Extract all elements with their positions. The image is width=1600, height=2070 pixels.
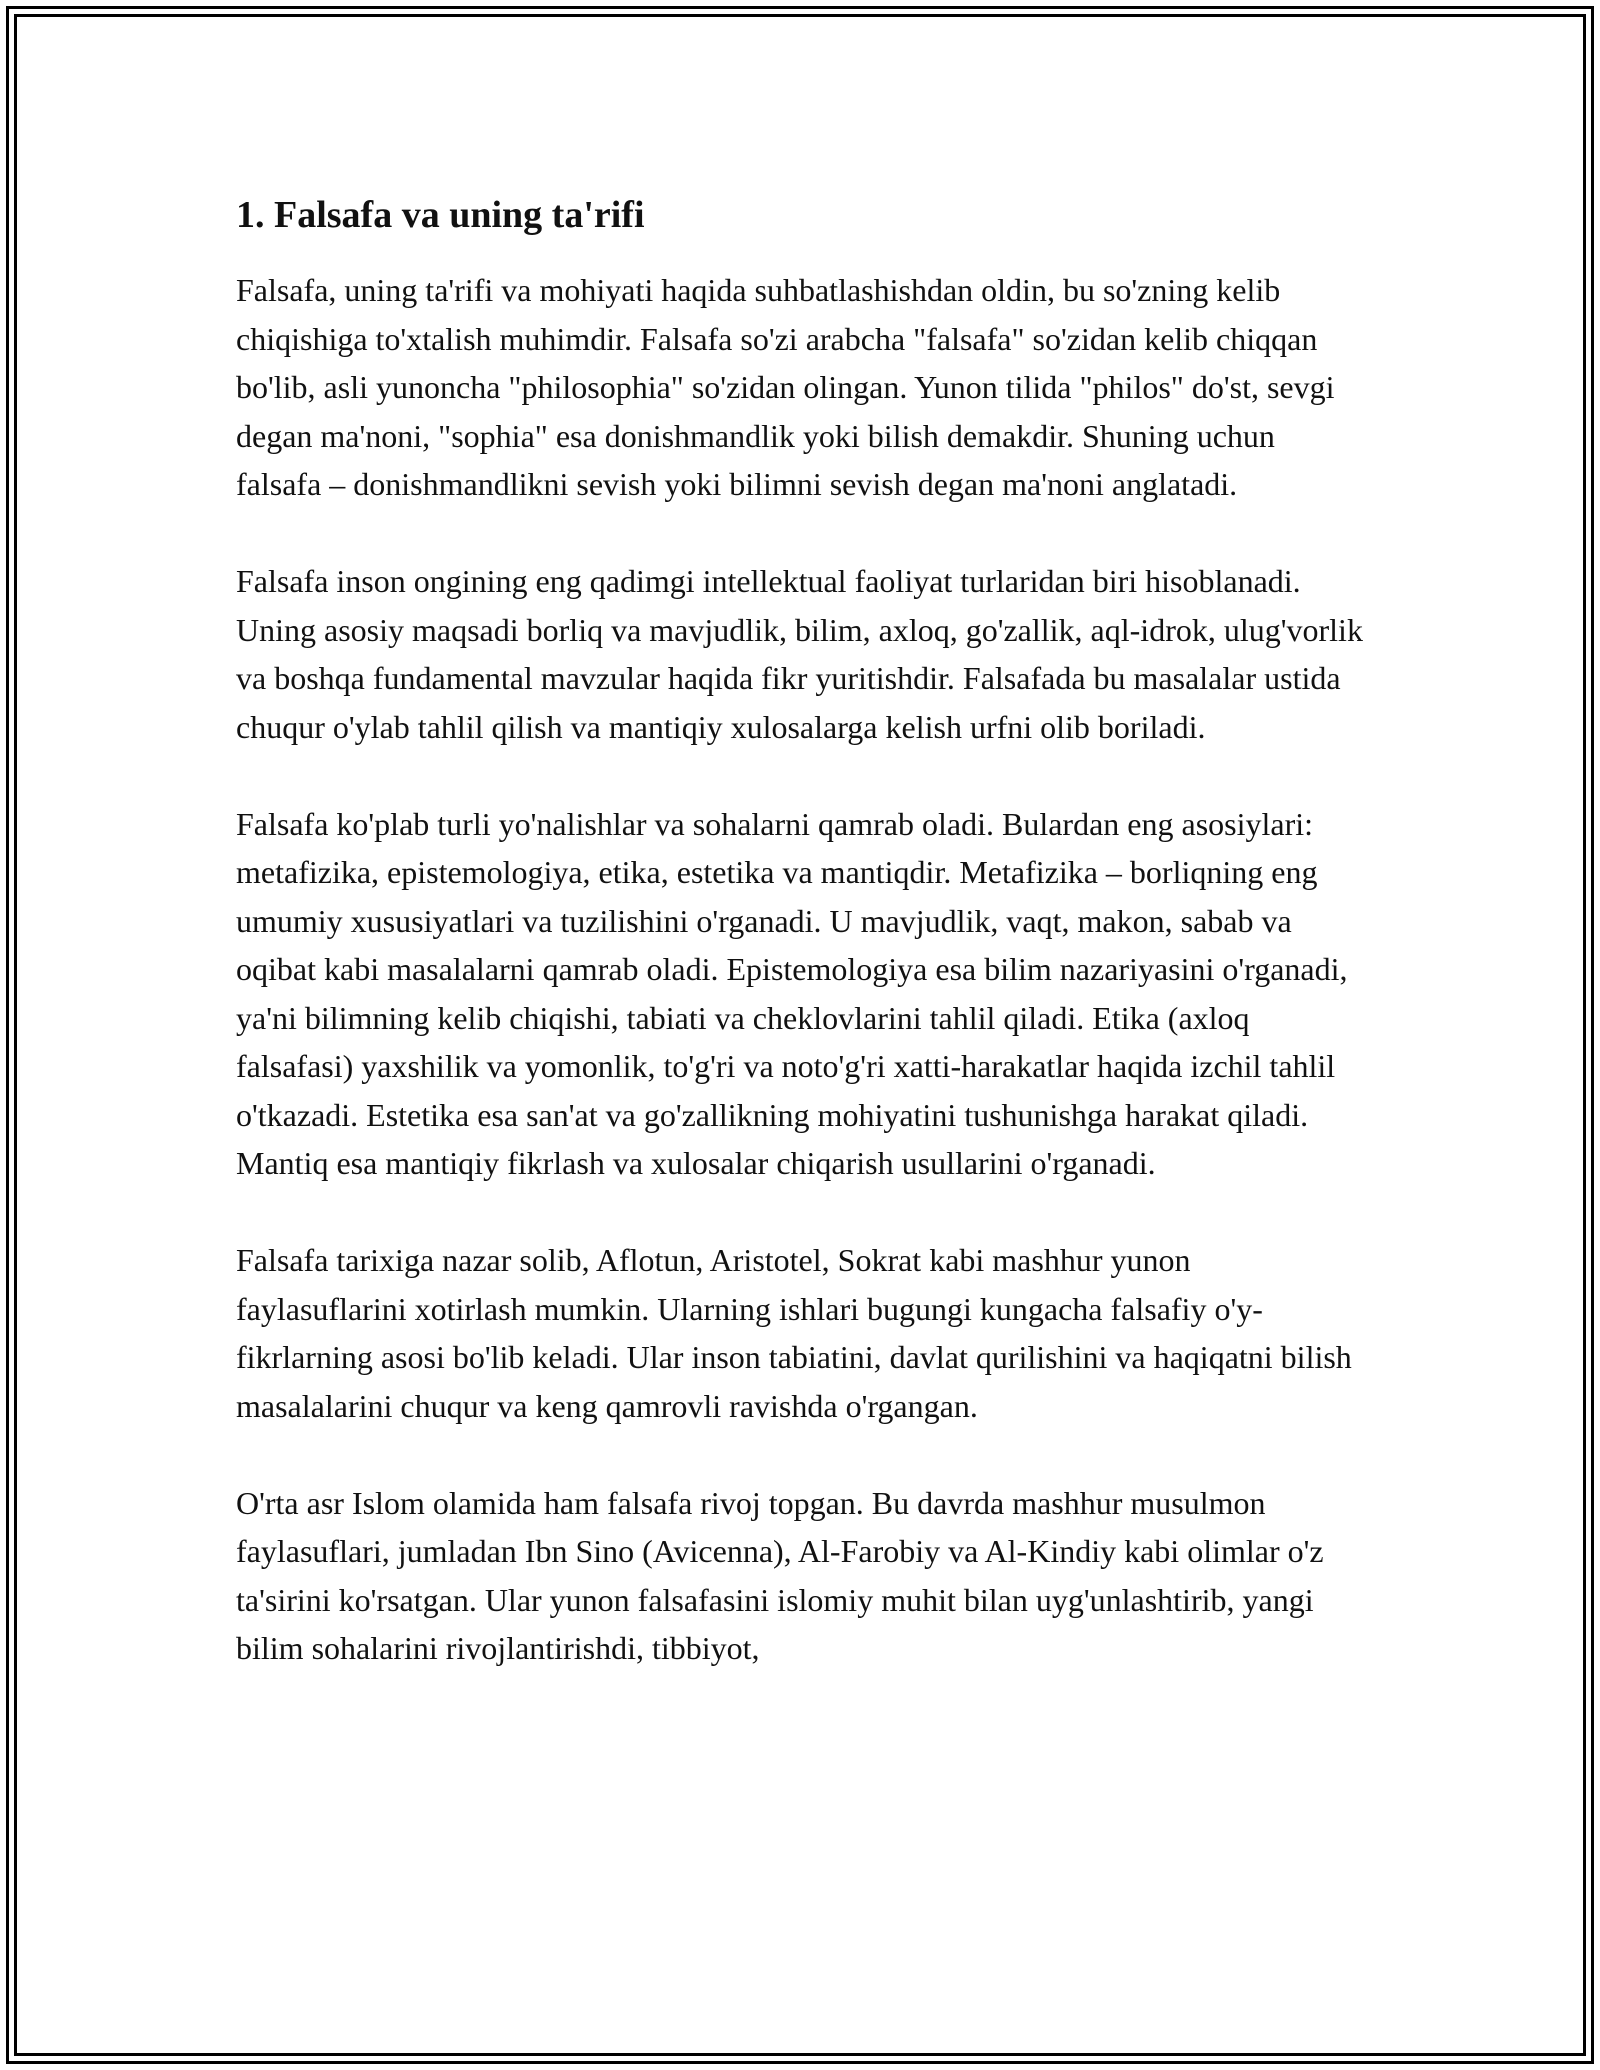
- section-heading: 1. Falsafa va uning ta'rifi: [236, 194, 645, 236]
- paragraph-greek-history: Falsafa tarixiga nazar solib, Aflotun, Aristotel, Sokrat kabi mashhur yunon faylasuflarini xotirlash mumkin. Ularning ishlari bugungi kungacha falsafiy o'y-fikrlarning asosi bo'lib keladi. Ular inson tabiatini, davlat qurilishini va haqiqatni bilish masalalarini chuqur va keng qamrovli ravishda o'rgangan.: [236, 1242, 1352, 1424]
- paragraph-purpose: Falsafa inson ongining eng qadimgi intellektual faoliyat turlaridan biri hisoblanadi. Uning asosiy maqsadi borliq va mavjudlik, bilim, axloq, go'zallik, aql-idrok, ulug'vorlik va boshqa fundamental mavzular haqida fikr yuritishdir. Falsafada bu masalalar ustida chuqur o'ylab tahlil qilish va mantiqiy xulosalarga kelish urfni olib boriladi.: [236, 563, 1363, 745]
- paragraph-islamic-philosophy: O'rta asr Islom olamida ham falsafa rivoj topgan. Bu davrda mashhur musulmon faylasuflari, jumladan Ibn Sino (Avicenna), Al-Farobiy va Al-Kindiy kabi olimlar o'z ta'sirini ko'rsatgan. Ular yunon falsafasini islomiy muhit bilan uyg'unlashtirib, yangi bilim sohalarini rivojlantirishdi, tibbiyot,: [236, 1484, 1324, 1666]
- paragraph-etymology: Falsafa, uning ta'rifi va mohiyati haqida suhbatlashishdan oldin, bu so'zning kelib chiqishiga to'xtalish muhimdir. Falsafa so'zi arabcha "falsafa" so'zidan kelib chiqqan bo'lib, asli yunoncha "philosophia" so'zidan olingan. Yunon tilida "philos" do'st, sevgi degan ma'noni, "sophia" esa donishmandlik yoki bilish demakdir. Shuning uchun falsafa – donishmandlikni sevish yoki bilimni sevish degan ma'noni anglatadi.: [236, 272, 1335, 502]
- paragraph-branches: Falsafa ko'plab turli yo'nalishlar va sohalarni qamrab oladi. Bulardan eng asosiylari: metafizika, epistemologiya, etika, estetika va mantiqdir. Metafizika – borliqning eng umumiy xususiyatlari va tuzilishini o'rganadi. U mavjudlik, vaqt, makon, sabab va oqibat kabi masalalarni qamrab oladi. Epistemologiya esa bilim nazariyasini o'rganadi, ya'ni bilimning kelib chiqishi, tabiati va cheklovlarini tahlil qiladi. Etika (axloq falsafasi) yaxshilik va yomonlik, to'g'ri va noto'g'ri xatti-harakatlar haqida izchil tahlil o'tkazadi. Estetika esa san'at va go'zallikning mohiyatini tushunishga harakat qiladi. Mantiq esa mantiqiy fikrlash va xulosalar chiqarish usullarini o'rganadi.: [236, 805, 1348, 1181]
- document-body: [236, 190, 1366, 1673]
